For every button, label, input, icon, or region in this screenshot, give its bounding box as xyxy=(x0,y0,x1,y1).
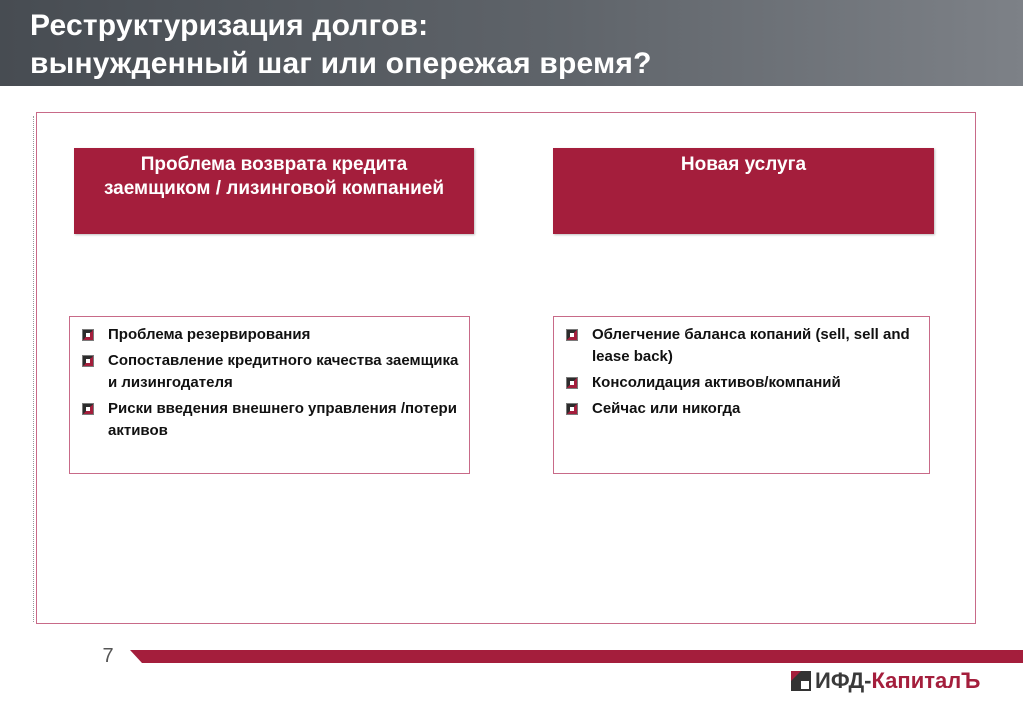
bullet-icon xyxy=(82,329,94,341)
bullet-icon xyxy=(566,377,578,389)
logo-text xyxy=(815,668,980,694)
list-item-text: Сопоставление кредитного качества заемщика и лизингодателя xyxy=(108,352,459,391)
list-item xyxy=(564,372,919,394)
company-logo xyxy=(791,668,1006,694)
footer-accent-bar xyxy=(130,650,1023,663)
list-item xyxy=(80,350,459,394)
right-heading: Новая услуга xyxy=(680,154,807,175)
list-item xyxy=(80,398,459,442)
right-list-box xyxy=(553,316,930,474)
slide-title-line-2: вынужденный шаг или опережая время? xyxy=(30,47,652,80)
left-list xyxy=(80,324,459,442)
list-item-text: Риски введения внешнего управления /потери активов xyxy=(108,400,457,439)
bullet-icon xyxy=(566,403,578,415)
bullet-icon xyxy=(82,403,94,415)
right-heading-box xyxy=(553,148,934,234)
list-item-text: Облегчение баланса копаний (sell, sell and lease back) xyxy=(592,326,910,365)
bullet-icon xyxy=(82,355,94,367)
left-heading-box xyxy=(74,148,474,234)
logo-icon xyxy=(791,671,811,691)
slide-header xyxy=(0,0,1023,86)
left-heading: Проблема возврата кредита заемщиком / лизинговой компанией xyxy=(103,154,445,199)
page-number: 7 xyxy=(102,645,114,667)
slide-title-line-1: Реструктуризация долгов: xyxy=(30,9,429,42)
list-item xyxy=(564,398,919,420)
logo-text-part2: КапиталЪ xyxy=(871,668,981,693)
bullet-icon xyxy=(566,329,578,341)
list-item-text: Сейчас или никогда xyxy=(592,400,741,417)
list-item-text: Проблема резервирования xyxy=(108,326,311,343)
list-item xyxy=(80,324,459,346)
logo-text-part1: ИФД- xyxy=(815,668,872,693)
list-item xyxy=(564,324,919,368)
list-item-text: Консолидация активов/компаний xyxy=(592,374,841,391)
frame-dotted-edge xyxy=(33,116,34,622)
left-list-box xyxy=(69,316,470,474)
right-list xyxy=(564,324,919,420)
